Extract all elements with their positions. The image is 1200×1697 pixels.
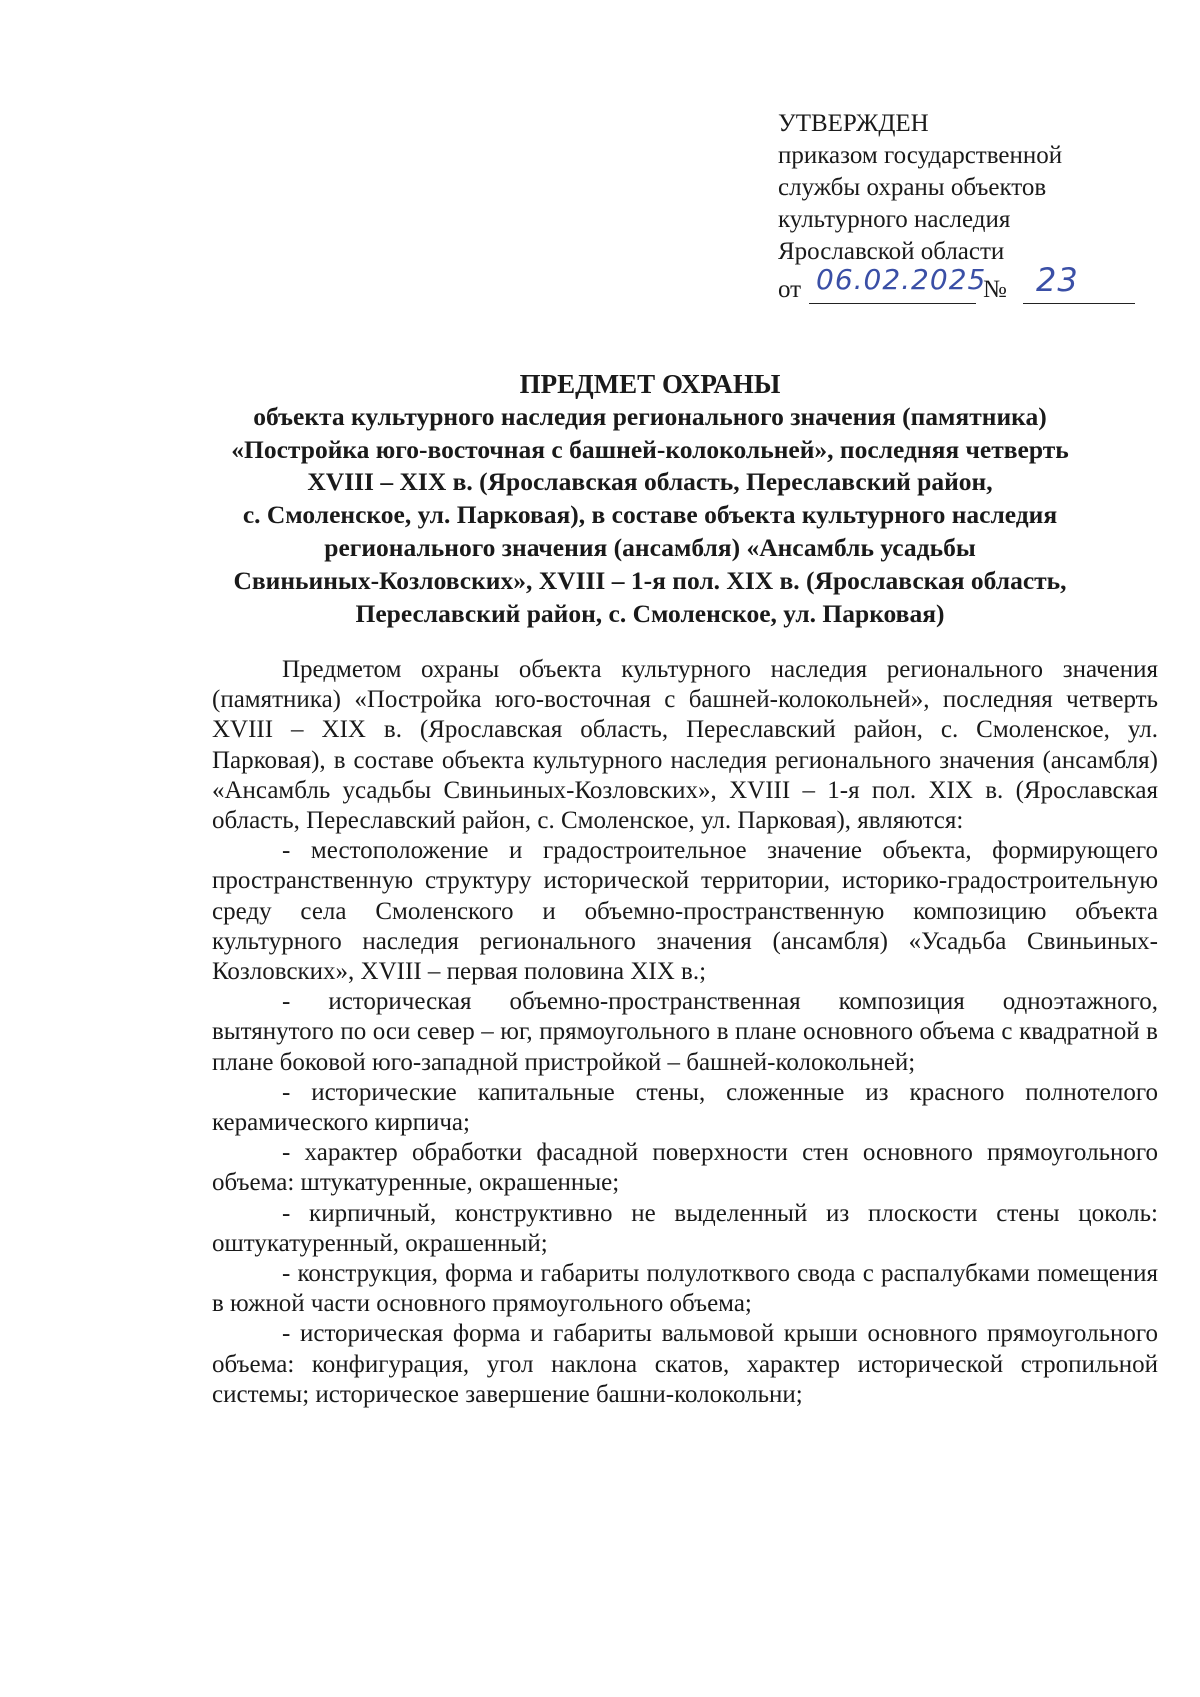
approval-line: приказом государственной <box>778 142 1063 169</box>
title-line: Свиньиных-Козловских», XVIII – 1-я пол. XIX в. (Ярославская область, <box>233 565 1067 595</box>
document-body <box>212 655 1158 1410</box>
from-label: от <box>778 276 802 303</box>
protection-item: - историческая форма и габариты вальмовой крыши основного прямоугольного объема: конфигурация, угол наклона скатов, характер исторической стропильной системы; историческое завершение башни-колокольни; <box>212 1320 1158 1408</box>
protection-item: - историческая объемно-пространственная композиция одноэтажного, вытянутого по оси север – юг, прямоугольного в плане основного объема с квадратной в плане боковой юго-западной пристройкой – башней-колокольней; <box>212 988 1158 1076</box>
intro-paragraph: Предметом охраны объекта культурного наследия регионального значения (памятника) «Постройка юго-восточная с башней-колокольней», последняя четверть XVIII – XIX в. (Ярославская область, Переславский район, с. Смоленское, ул. Парковая), в составе объекта культурного наследия регионального значения (ансамбля) «Ансамбль усадьбы Свиньиных-Козловских», XVIII – 1-я пол. XIX в. (Ярославская область, Переславский район, с. Смоленское, ул. Парковая), являются: <box>212 656 1158 835</box>
title-line: XVIII – XIX в. (Ярославская область, Переславский район, <box>307 467 993 497</box>
number-underline <box>1023 303 1135 304</box>
document-title <box>150 368 1150 630</box>
title-line: регионального значения (ансамбля) «Ансамбль усадьбы <box>324 532 976 562</box>
title-line: объекта культурного наследия регионального значения (памятника) <box>253 401 1047 431</box>
approval-line: культурного наследия <box>778 206 1011 233</box>
handwritten-number: 23 <box>1036 261 1079 299</box>
title-line: Переславский район, с. Смоленское, ул. Парковая) <box>355 598 945 628</box>
title-line: «Постройка юго-восточная с башней-колокольней», последняя четверть <box>231 434 1069 464</box>
title-heading: ПРЕДМЕТ ОХРАНЫ <box>519 369 781 399</box>
approval-line: службы охраны объектов <box>778 174 1047 201</box>
date-underline <box>809 303 976 304</box>
protection-item: - кирпичный, конструктивно не выделенный из плоскости стены цоколь: оштукатуренный, окрашенный; <box>212 1199 1158 1257</box>
number-label: № <box>983 276 1007 303</box>
approval-block <box>778 108 1158 310</box>
protection-item: - местоположение и градостроительное значение объекта, формирующего пространственную структуру исторической территории, историко-градостроительную среду села Смоленского и объемно-пространственную композицию объекта культурного наследия регионального значения (ансамбля) «Усадьба Свиньиных-Козловских», XVIII – первая половина XIX в.; <box>212 837 1158 986</box>
order-date-number-row <box>778 261 1158 310</box>
approval-line: Ярославской области <box>778 238 1005 265</box>
protection-item: - характер обработки фасадной поверхности стен основного прямоугольного объема: штукатуренные, окрашенные; <box>212 1139 1158 1197</box>
title-line: с. Смоленское, ул. Парковая), в составе объекта культурного наследия <box>242 500 1058 530</box>
approved-label: УТВЕРЖДЕН <box>778 110 929 137</box>
handwritten-date: 06.02.2025 <box>816 263 987 296</box>
protection-item: - исторические капитальные стены, сложенные из красного полнотелого керамического кирпича; <box>212 1078 1158 1137</box>
protection-item: - конструкция, форма и габариты полулотквого свода с распалубками помещения в южной части основного прямоугольного объема; <box>212 1260 1158 1318</box>
